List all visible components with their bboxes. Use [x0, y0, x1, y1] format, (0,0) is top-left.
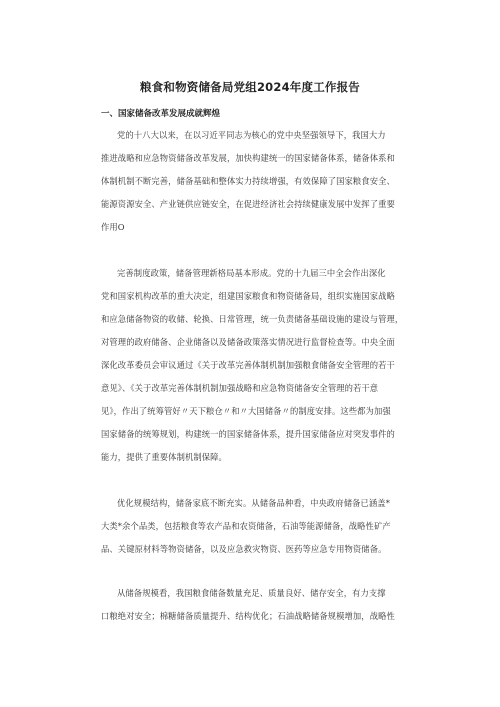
paragraph-line: 口粮绝对安全；棉糖储备质量提升、结构优化；石油战略储备规模增加，战略性 — [101, 611, 395, 621]
paragraph-line: 推进战略和应急物资储备改革发展，加快构建统一的国家储备体系，储备体系和 — [101, 153, 395, 163]
section-heading: 一、国家储备改革发展成就辉煌 — [101, 109, 221, 119]
paragraph-line: 见》，作出了统筹管好〃天下粮仓〃和〃大国储备〃的制度安排。这些都为加强 — [101, 406, 391, 416]
paragraph-4 — [101, 582, 417, 628]
paragraph-line: 大类*余个品类，包括粮食等农产品和农资储备，石油等能源储备，战略性矿产 — [101, 521, 391, 531]
paragraph-line: 能源资源安全、产业链供应链安全，在促进经济社会持续健康发展中发挥了重要 — [101, 199, 395, 209]
paragraph-line: 品、关键原材料等物资储备，以及应急救灾物资、医药等应急专用物资储备。 — [101, 544, 387, 554]
document-title: 粮食和物资储备局党组2024年度工作报告 — [139, 80, 360, 94]
paragraph-line: 意见》、《关于改革完善体制机制加强战略和应急物资储备安全管理的若干意 — [101, 383, 379, 393]
paragraph-1 — [101, 124, 417, 239]
paragraph-line: 党的十八大以来，在以习近平同志为核心的党中央坚强领导下，我国大力 — [117, 130, 386, 140]
paragraph-line: 对管理的政府储备、企业储备以及储备政策落实情况进行监督检查等。中央全面 — [101, 337, 395, 347]
paragraph-line: 完善制度政策，储备管理新格局基本形成。党的十九届三中全会作出深化 — [117, 268, 386, 278]
paragraph-line: 和应急储备物资的收储、轮换、日常管理，统一负责储备基础设施的建设与管理， — [101, 314, 404, 324]
paragraph-line: 党和国家机构改革的重大决定，组建国家粮食和物资储备局，组织实施国家战略 — [101, 291, 395, 301]
paragraph-2 — [101, 262, 417, 469]
paragraph-line: 体制机制不断完善，储备基础和整体实力持续增强，有效保障了国家粮食安全、 — [101, 176, 395, 186]
paragraph-3 — [101, 492, 417, 561]
paragraph-line: 从储备规模看，我国粮食储备数量充足、质量良好、储存安全，有力支撑 — [117, 588, 386, 598]
paragraph-line: 深化改革委员会审议通过《关于改革完善体制机制加强粮食储备安全管理的若干 — [101, 360, 395, 370]
paragraph-line: 国家储备的统筹规划，构建统一的国家储备体系，提升国家储备应对突发事件的 — [101, 429, 395, 439]
paragraph-line: 作用O — [101, 222, 125, 232]
paragraph-line: 能力，提供了重要体制机制保障。 — [101, 452, 227, 462]
paragraph-line: 优化规模结构，储备家底不断充实。从储备品种看，中央政府储备已涵盖* — [117, 498, 390, 508]
